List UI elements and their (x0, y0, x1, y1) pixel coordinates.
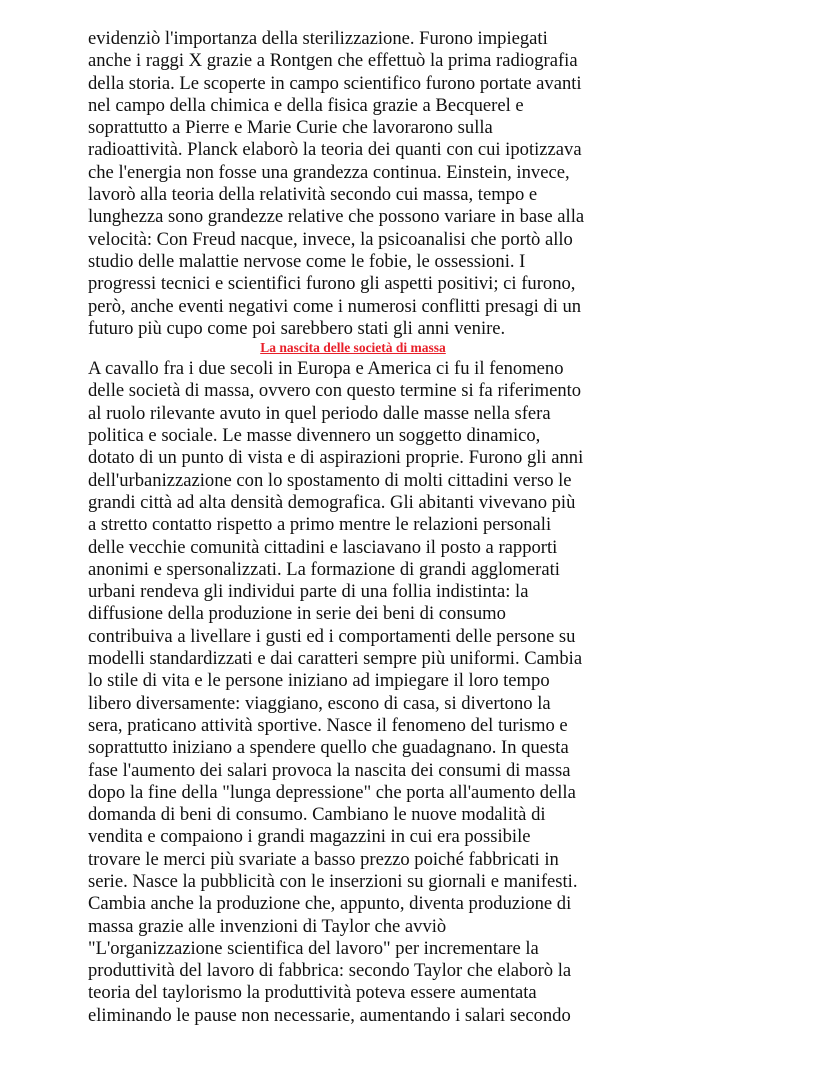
text-line: dell'urbanizzazione con lo spostamento di molti cittadini verso le (88, 469, 572, 491)
text-line: soprattutto a Pierre e Marie Curie che lavorarono sulla (88, 117, 493, 139)
text-line: fase l'aumento dei salari provoca la nascita dei consumi di massa (88, 759, 571, 781)
text-line: contribuiva a livellare i gusti ed i comportamenti delle persone su (88, 625, 576, 647)
text-line: modelli standardizzati e dai caratteri sempre più uniformi. Cambia (88, 648, 583, 670)
text-line: serie. Nasce la pubblicità con le inserzioni su giornali e manifesti. (88, 870, 578, 892)
text-line: però, anche eventi negativi come i numerosi conflitti presagi di un (88, 295, 582, 317)
text-line: "L'organizzazione scientifica del lavoro" per incrementare la (88, 937, 539, 959)
text-line: trovare le merci più svariate a basso prezzo poiché fabbricati in (88, 848, 559, 870)
text-line: anonimi e spersonalizzati. La formazione di grandi agglomerati (88, 558, 560, 580)
text-line: produttività del lavoro di fabbrica: secondo Taylor che elaborò la (88, 960, 572, 982)
text-line: al ruolo rilevante avuto in quel periodo dalle masse nella sfera (88, 402, 551, 424)
text-line: nel campo della chimica e della fisica grazie a Becquerel e (88, 94, 524, 116)
text-line: delle vecchie comunità cittadini e lasciavano il posto a rapporti (88, 536, 558, 558)
text-line: domanda di beni di consumo. Cambiano le nuove modalità di (88, 804, 546, 826)
text-line: della storia. Le scoperte in campo scientifico furono portate avanti (88, 72, 582, 94)
text-line: radioattività. Planck elaborò la teoria dei quanti con cui ipotizzava (88, 139, 582, 161)
text-line: lo stile di vita e le persone iniziano ad impiegare il loro tempo (88, 670, 550, 692)
text-line: futuro più cupo come poi sarebbero stati gli anni venire. (88, 317, 506, 339)
text-line: dopo la fine della "lunga depressione" che porta all'aumento della (88, 781, 576, 803)
text-line: Cambia anche la produzione che, appunto, diventa produzione di (88, 893, 572, 915)
text-line: massa grazie alle invenzioni di Taylor che avviò (88, 915, 447, 937)
text-line: lunghezza sono grandezze relative che possono variare in base alla (88, 206, 585, 228)
section-heading: La nascita delle società di massa (260, 340, 446, 356)
text-line: A cavallo fra i due secoli in Europa e America ci fu il fenomeno (88, 358, 564, 380)
text-line: a stretto contatto rispetto a primo mentre le relazioni personali (88, 514, 552, 536)
text-line: sera, praticano attività sportive. Nasce il fenomeno del turismo e (88, 714, 568, 736)
document-page (88, 28, 618, 1027)
text-line: soprattutto iniziano a spendere quello che guadagnano. In questa (88, 737, 569, 759)
text-line: vendita e compaiono i grandi magazzini in cui era possibile (88, 826, 531, 848)
text-line: evidenziò l'importanza della sterilizzazione. Furono impiegati (88, 28, 548, 49)
paragraph-mass-society (88, 358, 618, 1027)
text-line: lavorò alla teoria della relatività secondo cui massa, tempo e (88, 184, 538, 206)
text-line: politica e sociale. Le masse divennero un soggetto dinamico, (88, 425, 541, 447)
text-line: urbani rendeva gli individui parte di una follia indistinta: la (88, 581, 529, 603)
text-line: dotato di un punto di vista e di aspirazioni proprie. Furono gli anni (88, 447, 584, 469)
text-line: grandi città ad alta densità demografica. Gli abitanti vivevano più (88, 491, 576, 513)
text-line: anche i raggi X grazie a Rontgen che effettuò la prima radiografia (88, 50, 578, 72)
text-line: velocità: Con Freud nacque, invece, la psicoanalisi che portò allo (88, 228, 573, 250)
text-line: libero diversamente: viaggiano, escono di casa, si divertono la (88, 692, 551, 714)
text-line: studio delle malattie nervose come le fobie, le ossessioni. I (88, 250, 526, 272)
text-line: progressi tecnici e scientifici furono gli aspetti positivi; ci furono, (88, 273, 576, 295)
paragraph-intro (88, 28, 618, 340)
text-line: che l'energia non fosse una grandezza continua. Einstein, invece, (88, 161, 570, 183)
text-line: diffusione della produzione in serie dei beni di consumo (88, 603, 506, 625)
text-line: eliminando le pause non necessarie, aumentando i salari secondo (88, 1004, 571, 1026)
text-line: teoria del taylorismo la produttività poteva essere aumentata (88, 982, 537, 1004)
text-line: delle società di massa, ovvero con questo termine si fa riferimento (88, 380, 582, 402)
